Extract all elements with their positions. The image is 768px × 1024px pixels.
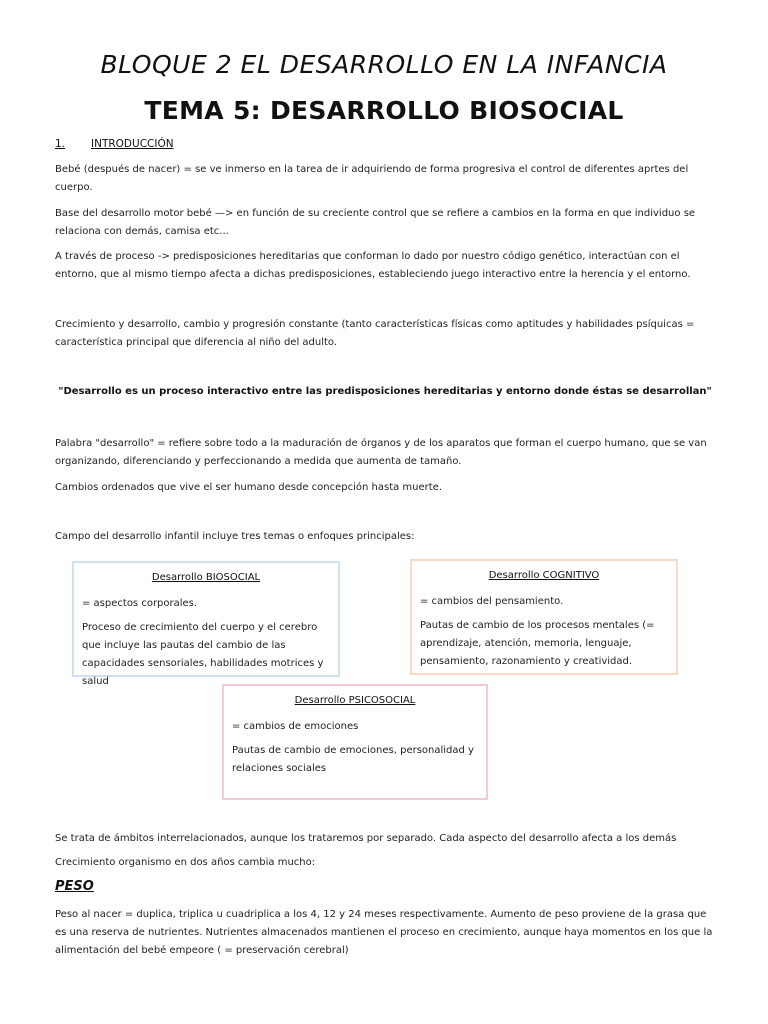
box-cognitivo-line1: = cambios del pensamiento. bbox=[420, 596, 564, 607]
paragraph-crecimiento-organismo: Crecimiento organismo en dos años cambia mucho: bbox=[55, 857, 316, 868]
paragraph-proceso: A través de proceso -> predisposiciones hereditarias que conforman lo dado por nuestro código genético, interactúan con el entorno, que al mismo tiempo afecta a dichas predisposiciones, estableciendo juego interactivo entre la herencia y el entorno. bbox=[55, 251, 691, 280]
section-heading bbox=[55, 138, 174, 150]
definition-quote: "Desarrollo es un proceso interactivo entre las predisposiciones hereditarias y entorno donde éstas se desarrollan" bbox=[58, 386, 712, 397]
section-number: 1. bbox=[55, 138, 66, 150]
box-biosocial-title: Desarrollo BIOSOCIAL bbox=[151, 572, 261, 583]
box-cognitivo bbox=[410, 559, 678, 675]
box-cognitivo-title: Desarrollo COGNITIVO bbox=[488, 570, 600, 581]
paragraph-peso: Peso al nacer = duplica, triplica u cuadriplica a los 4, 12 y 24 meses respectivamente. Aumento de peso proviene de la grasa que es una reserva de nutrientes. Nutrientes almacenados mantienen el proceso en crecimiento, aunque haya momentos en los que la alimentación del bebé empeore ( = preservación cerebral) bbox=[55, 909, 713, 956]
box-psicosocial-line1: = cambios de emociones bbox=[232, 721, 359, 732]
box-biosocial-line2: Proceso de crecimiento del cuerpo y el cerebro que incluye las pautas del cambio de las capacidades sensoriales, habilidades motrices y salud bbox=[82, 622, 324, 687]
document-title: BLOQUE 2 EL DESARROLLO EN LA INFANCIA bbox=[100, 50, 668, 79]
box-psicosocial-title: Desarrollo PSICOSOCIAL bbox=[294, 695, 416, 706]
paragraph-campo-desarrollo: Campo del desarrollo infantil incluye tres temas o enfoques principales: bbox=[55, 531, 415, 542]
document-subtitle: TEMA 5: DESARROLLO BIOSOCIAL bbox=[144, 96, 624, 125]
box-biosocial bbox=[72, 561, 340, 687]
box-biosocial-line1: = aspectos corporales. bbox=[82, 598, 198, 609]
box-psicosocial-line2: Pautas de cambio de emociones, personalidad y relaciones sociales bbox=[232, 745, 474, 774]
paragraph-base-motor: Base del desarrollo motor bebé —> en función de su creciente control que se refiere a cambios en la forma en que individuo se relaciona con demás, camisa etc... bbox=[55, 208, 696, 237]
peso-heading: PESO bbox=[55, 879, 94, 894]
paragraph-crecimiento: Crecimiento y desarrollo, cambio y progresión constante (tanto características físicas como aptitudes y habilidades psíquicas = característica principal que diferencia al niño del adulto. bbox=[55, 319, 695, 348]
section-label: INTRODUCCIÓN bbox=[91, 138, 174, 150]
box-cognitivo-line2: Pautas de cambio de los procesos mentales (= aprendizaje, atención, memoria, lenguaje, pensamiento, razonamiento y creatividad. bbox=[420, 620, 655, 667]
paragraph-cambios-ordenados: Cambios ordenados que vive el ser humano desde concepción hasta muerte. bbox=[55, 482, 443, 493]
box-psicosocial bbox=[222, 684, 488, 800]
paragraph-ambitos: Se trata de ámbitos interrelacionados, aunque los trataremos por separado. Cada aspecto del desarrollo afecta a los demás bbox=[55, 833, 677, 844]
paragraph-palabra-desarrollo: Palabra "desarrollo" = refiere sobre todo a la maduración de órganos y de los aparatos que forman el cuerpo humano, que se van organizando, diferenciando y perfeccionando a medida que aumenta de tamaño. bbox=[55, 438, 707, 467]
paragraph-bebe: Bebé (después de nacer) = se ve inmerso en la tarea de ir adquiriendo de forma progresiva el control de diferentes aprtes del cuerpo. bbox=[55, 164, 689, 193]
